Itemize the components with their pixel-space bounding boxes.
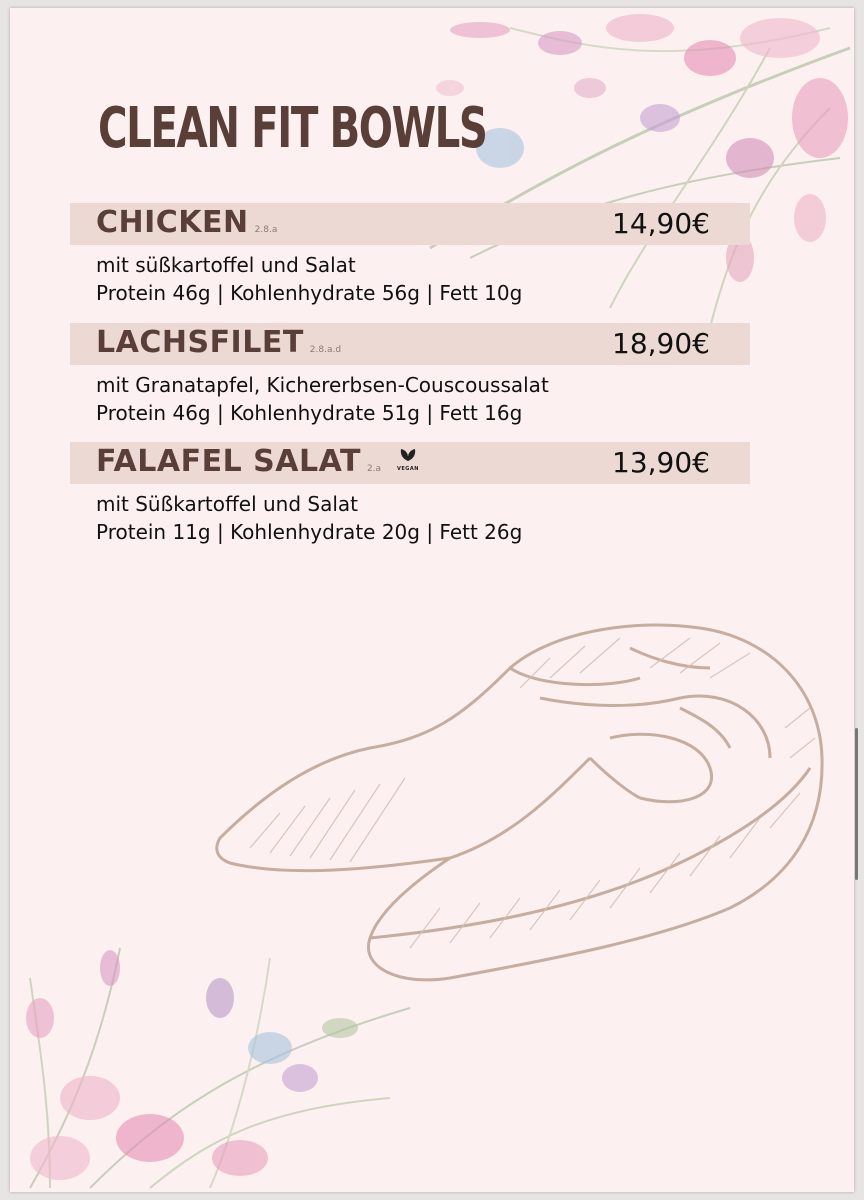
menu-item-macros: Protein 46g | Kohlenhydrate 51g | Fett 16g <box>96 401 523 425</box>
vegan-badge-label: VEGAN <box>397 465 420 472</box>
vegan-leaf-icon <box>395 446 421 472</box>
menu-page <box>10 8 854 1192</box>
menu-item-lachsfilet <box>70 323 750 427</box>
menu-title: CLEAN FIT BOWLS <box>98 96 487 161</box>
menu-item-falafel-salat <box>70 442 750 546</box>
allergen-code: 2.8.a <box>254 225 278 235</box>
menu-item-macros: Protein 11g | Kohlenhydrate 20g | Fett 26g <box>96 520 523 544</box>
menu-item-header <box>70 203 750 245</box>
menu-item-name: LACHSFILET 2.8.a.d <box>96 325 342 360</box>
menu-item-price: 13,90€ <box>612 446 710 479</box>
menu-item-description: mit süßkartoffel und Salat <box>96 253 356 277</box>
allergen-code: 2.a <box>366 464 382 474</box>
menu-item-description: mit Granatapfel, Kichererbsen-Couscoussalat <box>96 373 549 397</box>
menu-item-header <box>70 323 750 365</box>
menu-item-chicken <box>70 203 750 307</box>
menu-item-price: 18,90€ <box>612 327 710 360</box>
menu-item-macros: Protein 46g | Kohlenhydrate 56g | Fett 10g <box>96 281 523 305</box>
menu-item-name: CHICKEN 2.8.a <box>96 205 278 240</box>
menu-item-header <box>70 442 750 484</box>
allergen-code: 2.8.a.d <box>309 345 342 355</box>
menu-item-name: FALAFEL SALAT 2.a VEGAN <box>96 444 421 479</box>
salmon-steak-illustration <box>210 608 830 988</box>
vertical-scrollbar[interactable] <box>855 728 858 880</box>
menu-item-description: mit Süßkartoffel und Salat <box>96 492 359 516</box>
menu-item-price: 14,90€ <box>612 207 710 240</box>
